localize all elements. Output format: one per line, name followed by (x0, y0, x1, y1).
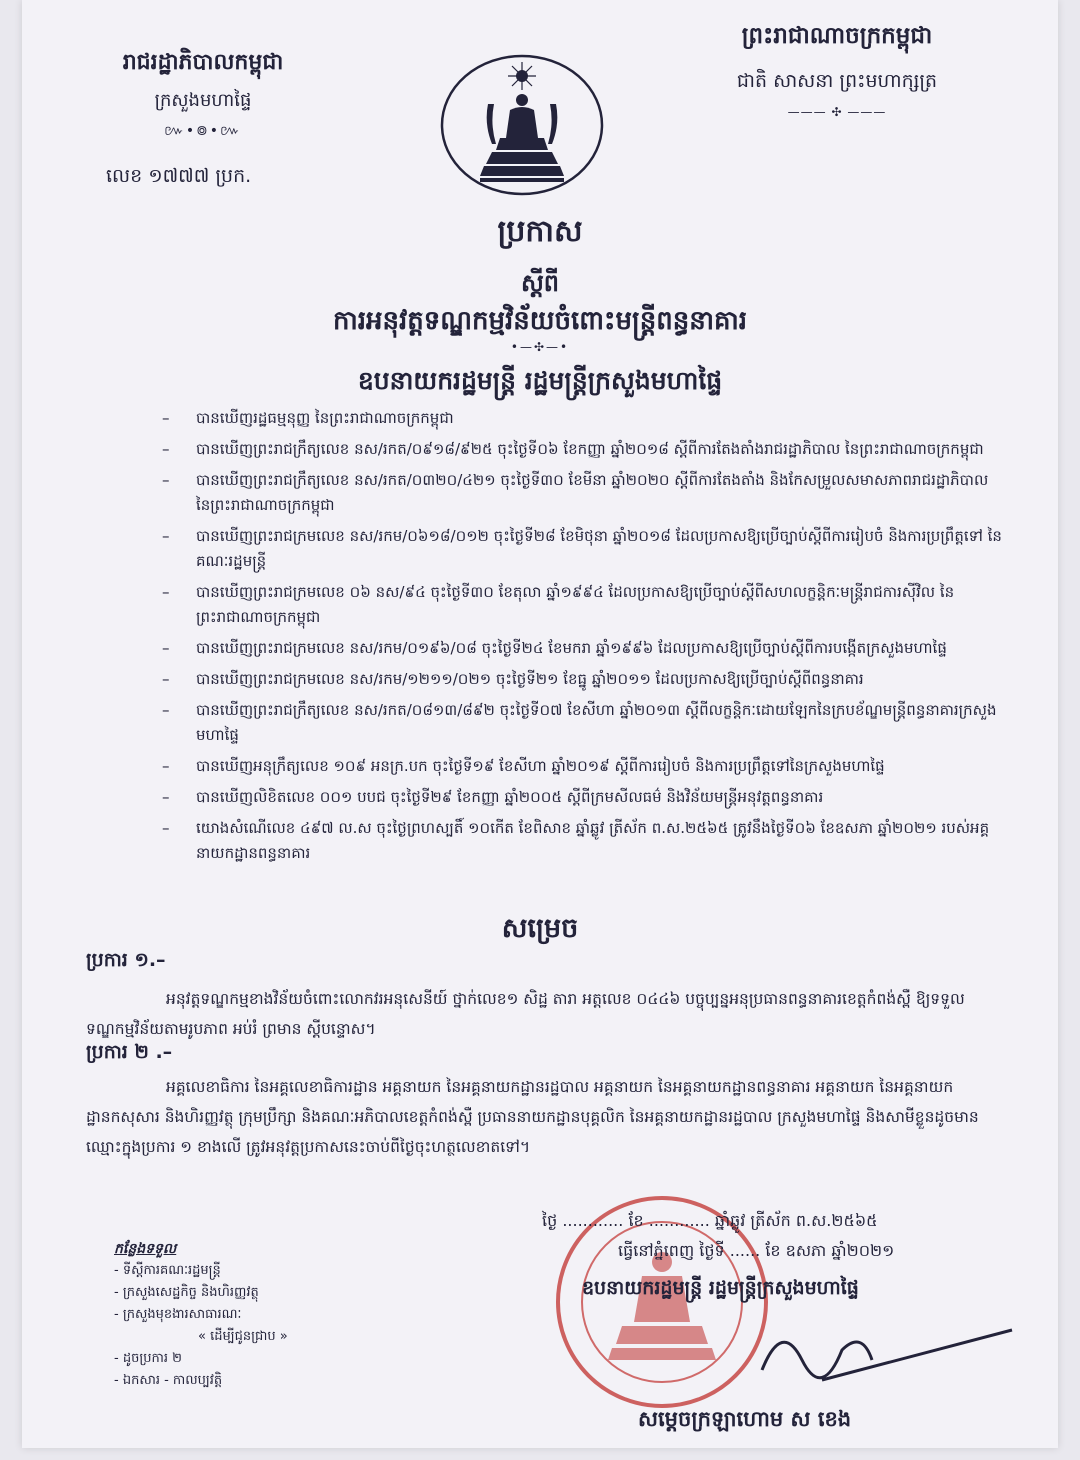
header-right (682, 22, 992, 119)
decision-heading: សម្រេច (501, 913, 579, 944)
date-lunar: ថ្ងៃ ............ ខែ ............ ឆ្នាំឆ្លូវ ត្រីស័ក ព.ស.២៥៦៥ (542, 1211, 878, 1230)
consideration-item: – បានឃើញព្រះរាជក្រមលេខ នស/រកម/០១៩៦/០៨ ចុះថ្ងៃទី២៤ ខែមករា ឆ្នាំ១៩៩៦ ដែលប្រកាសឱ្យប្រើច្បាប់ស្តីពីការបង្កើតក្រសួងមហាផ្ទៃ (162, 636, 1002, 661)
consideration-item: – បានឃើញព្រះរាជក្រឹត្យលេខ នស/រកត/០៣២០/៤២១ ចុះថ្ងៃទី៣០ ខែមីនា ឆ្នាំ២០២០ ស្តីពីការតែងតាំង និងកែសម្រួលសមាសភាពរាជរដ្ឋាភិបាល នៃព្រះរាជាណាចក្រកម្ពុជា (162, 468, 1002, 518)
national-motto: ជាតិ សាសនា ព្រះមហាក្សត្រ (736, 70, 938, 92)
header-right-ornament: ——— ✣ ——— (787, 105, 887, 119)
handwritten-signature-icon (722, 1300, 1022, 1410)
ministry-emblem-icon (440, 54, 604, 196)
consideration-item: – បានឃើញព្រះរាជក្រមលេខ ០៦ នស/៩៤ ចុះថ្ងៃទី៣០ ខែតុលា ឆ្នាំ១៩៩៤ ដែលប្រកាសឱ្យប្រើច្បាប់ស្តីពីសហលក្ខន្តិកៈមន្ត្រីរាជការស៊ីវិល នៃព្រះរាជាណាចក្រកម្ពុជា (162, 580, 1002, 630)
recipients-block (114, 1238, 354, 1392)
recipients-heading: កន្លែងទទួល (114, 1241, 177, 1257)
article-2-label: ប្រការ ២ .– (86, 1041, 173, 1063)
title-divider: •—✣—• (510, 340, 570, 354)
about-label: ស្តីពី (520, 269, 560, 297)
article-1-label: ប្រការ ១.– (86, 949, 166, 971)
recipient-item: - ឯកសារ - កាលប្បវត្តិ (114, 1373, 223, 1388)
consideration-item: – បានឃើញព្រះរាជក្រមលេខ នស/រកម/១២១១/០២១ ចុះថ្ងៃទី២១ ខែធ្នូ ឆ្នាំ២០១១ ដែលប្រកាសឱ្យប្រើច្បាប់ស្តីពីពន្ធនាគារ (162, 667, 1002, 692)
consideration-item: – បានឃើញព្រះរាជក្រឹត្យលេខ នស/រកត/០៩១៨/៩២៥ ចុះថ្ងៃទី០៦ ខែកញ្ញា ឆ្នាំ២០១៨ ស្តីពីការតែងតាំងរាជរដ្ឋាភិបាល នៃព្រះរាជាណាចក្រកម្ពុជា (162, 437, 1002, 462)
signatory-name: សម្តេចក្រឡាហោម ស ខេង (638, 1407, 852, 1431)
consideration-item: – បានឃើញលិខិតលេខ ០០១ បបជ ចុះថ្ងៃទី២៩ ខែកញ្ញា ឆ្នាំ២០០៥ ស្តីពីក្រមសីលធម៌ និងវិន័យមន្ត្រីអនុវត្តពន្ធនាគារ (162, 785, 1002, 810)
considerations-list (162, 406, 1002, 872)
signatory-title: ឧបនាយករដ្ឋមន្ត្រី រដ្ឋមន្ត្រីក្រសួងមហាផ្ទៃ (582, 1277, 859, 1299)
consideration-item: – បានឃើញព្រះរាជក្រមលេខ នស/រកម/០៦១៨/០១២ ចុះថ្ងៃទី២៨ ខែមិថុនា ឆ្នាំ២០១៨ ដែលប្រកាសឱ្យប្រើច្បាប់ស្តីពីការរៀបចំ និងការប្រព្រឹត្តទៅ នៃគណៈរដ្ឋមន្ត្រី (162, 524, 1002, 574)
header-left-ornament: ៚•៙•៚ (164, 123, 242, 139)
article-1-body: អនុវត្តទណ្ឌកម្មខាងវិន័យចំពោះលោកវរអនុសេនីយ៍ ថ្នាក់លេខ១ សិដ្ឋ តារា អត្តលេខ ០៤៤៦ បច្ចុប្បន្នអនុប្រធានពន្ធនាគារខេត្តកំពង់ស្ពឺ ឱ្យទទួលទណ្ឌកម្មវិន័យតាមរូបភាព អប់រំ ព្រមាន ស្តីបន្ទោស។ (86, 990, 965, 1038)
recipient-item: - ដូចប្រការ ២ (114, 1351, 182, 1366)
header-left (78, 48, 328, 142)
consideration-item: – បានឃើញរដ្ឋធម្មនុញ្ញ នៃព្រះរាជាណាចក្រកម្ពុជា (162, 406, 1002, 431)
document-subject: ការអនុវត្តទណ្ឌកម្មវិន័យចំពោះមន្ត្រីពន្ធនាគារ (333, 306, 747, 336)
date-solar: ធ្វើនៅភ្នំពេញ ថ្ងៃទី ...... ខែ ឧសភា ឆ្នាំ២០២១ (618, 1241, 895, 1260)
recipient-item: - ក្រសួងមុខងារសាធារណៈ (114, 1307, 242, 1322)
recipient-item: - ក្រសួងសេដ្ឋកិច្ច និងហិរញ្ញវត្ថុ (114, 1285, 259, 1300)
consideration-item: – យោងសំណើលេខ ៤៩៧ ល.ស ចុះថ្ងៃព្រហស្បតិ៍ ១០កើត ខែពិសាខ ឆ្នាំឆ្លូវ ត្រីស័ក ព.ស.២៥៦៥ ត្រូវនឹងថ្ងៃទី០៦ ខែឧសភា ឆ្នាំ២០២១ របស់អគ្គនាយកដ្ឋានពន្ធនាគារ (162, 816, 1002, 866)
document-page (22, 0, 1058, 1448)
consideration-item: – បានឃើញព្រះរាជក្រឹត្យលេខ នស/រកត/០៨១៣/៨៩២ ចុះថ្ងៃទី០៧ ខែសីហា ឆ្នាំ២០១៣ ស្តីពីលក្ខន្តិកៈដោយឡែកនៃក្របខ័ណ្ឌមន្ត្រីពន្ធនាគារក្រសួងមហាផ្ទៃ (162, 698, 1002, 748)
recipient-item: - ទីស្តីការគណៈរដ្ឋមន្ត្រី (114, 1263, 221, 1278)
article-2-body: អគ្គលេខាធិការ នៃអគ្គលេខាធិការដ្ឋាន អគ្គនាយក នៃអគ្គនាយកដ្ឋានរដ្ឋបាល អគ្គនាយក នៃអគ្គនាយកដ្ឋានពន្ធនាគារ អគ្គនាយក នៃអគ្គនាយកដ្ឋានកសុសារ និងហិរញ្ញវត្ថុ ក្រុមប្រឹក្សា និងគណៈអភិបាលខេត្តកំពង់ស្ពឺ ប្រធាននាយកដ្ឋានបុគ្គលិក នៃអគ្គនាយកដ្ឋានរដ្ឋបាល ក្រសួងមហាផ្ទៃ និងសាមីខ្លួនដូចមានឈ្មោះក្នុងប្រការ ១ ខាងលើ ត្រូវអនុវត្តប្រកាសនេះចាប់ពីថ្ងៃចុះហត្ថលេខាតទៅ។ (86, 1078, 979, 1156)
reference-number: លេខ ១៧៧៧ ប្រក. (106, 165, 252, 187)
document-type: ប្រកាស (497, 214, 583, 249)
issuer-title: ឧបនាយករដ្ឋមន្ត្រី រដ្ឋមន្ត្រីក្រសួងមហាផ្ទៃ (357, 366, 723, 395)
ministry-name: ក្រសួងមហាផ្ទៃ (154, 90, 252, 111)
government-name: រាជរដ្ឋាភិបាលកម្ពុជា (122, 50, 284, 75)
recipients-note: « ដើម្បីជូនជ្រាប » (198, 1329, 288, 1344)
kingdom-name: ព្រះរាជាណាចក្រកម្ពុជា (741, 23, 933, 49)
consideration-item: – បានឃើញអនុក្រឹត្យលេខ ១០៩ អនក្រ.បក ចុះថ្ងៃទី១៩ ខែសីហា ឆ្នាំ២០១៩ ស្តីពីការរៀបចំ និងការប្រព្រឹត្តទៅនៃក្រសួងមហាផ្ទៃ (162, 754, 1002, 779)
